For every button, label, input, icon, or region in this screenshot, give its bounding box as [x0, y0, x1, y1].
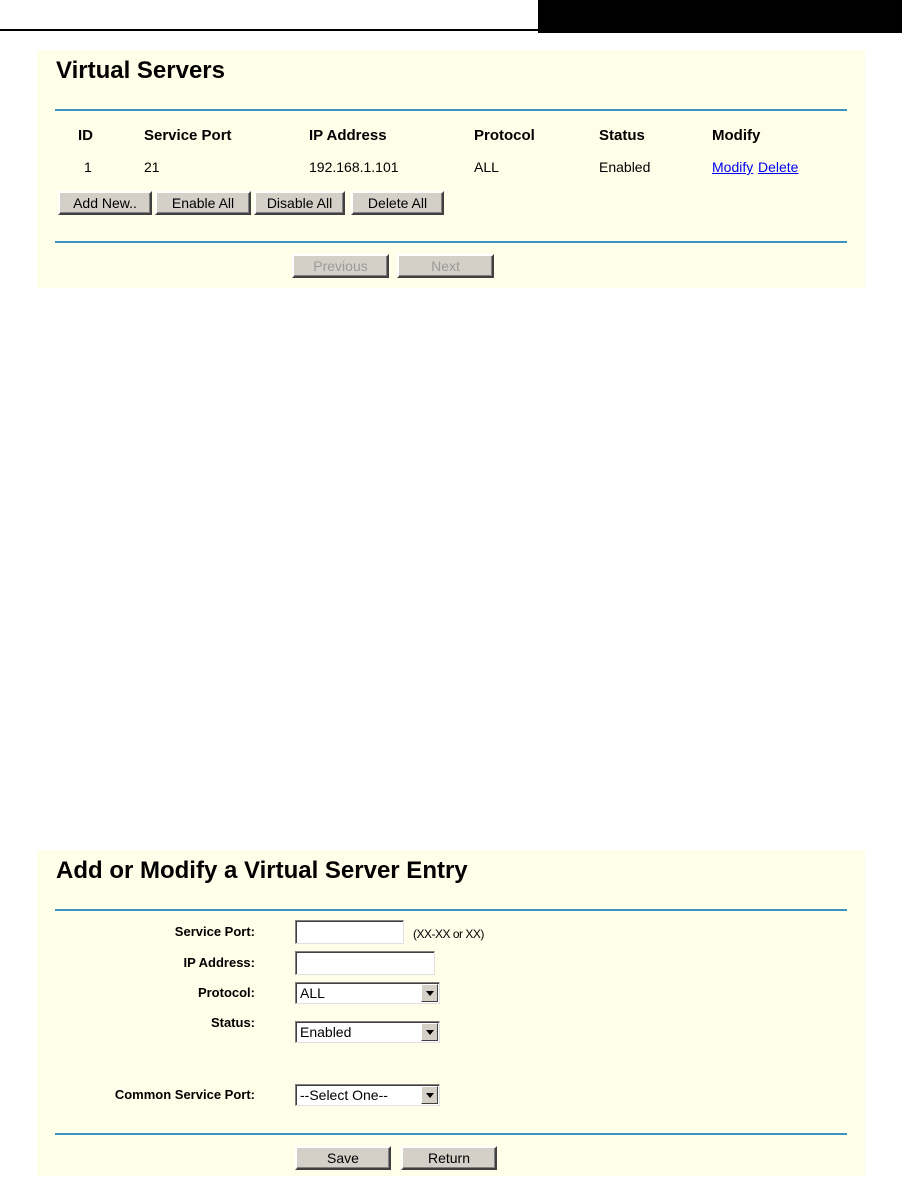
col-header-id: ID [78, 127, 93, 144]
delete-all-button[interactable]: Delete All [351, 191, 444, 215]
disable-all-button[interactable]: Disable All [254, 191, 345, 215]
cell-status: Enabled [599, 159, 651, 175]
status-label: Status: [210, 1015, 255, 1030]
service-port-label: Service Port: [174, 924, 255, 939]
top-divider [55, 109, 847, 111]
document-header-bar [0, 0, 904, 36]
col-header-protocol: Protocol [474, 127, 535, 144]
save-button[interactable]: Save [295, 1146, 391, 1170]
cell-ip-address: 192.168.1.101 [309, 159, 399, 175]
form-top-divider [55, 909, 847, 911]
protocol-label: Protocol: [197, 985, 255, 1000]
chevron-down-icon[interactable] [421, 1023, 438, 1041]
col-header-ip-address: IP Address [309, 127, 387, 144]
header-rule [0, 29, 538, 31]
header-edge [900, 0, 902, 33]
col-header-service-port: Service Port [144, 127, 232, 144]
status-select[interactable] [295, 1021, 440, 1043]
form-bottom-divider [55, 1133, 847, 1135]
modify-link[interactable]: Modify [712, 159, 754, 175]
entry-form-panel [37, 850, 865, 1176]
common-service-port-label: Common Service Port: [114, 1087, 255, 1102]
add-new-button[interactable]: Add New.. [58, 191, 152, 215]
page-title: Virtual Servers [56, 57, 225, 84]
common-service-port-select[interactable] [295, 1084, 440, 1106]
status-selected-value: Enabled [300, 1024, 352, 1040]
common-service-port-selected-value: --Select One-- [300, 1087, 388, 1103]
next-button[interactable]: Next [397, 254, 494, 278]
delete-link[interactable]: Delete [758, 159, 799, 175]
cell-id: 1 [84, 159, 92, 175]
cell-protocol: ALL [474, 159, 499, 175]
service-port-hint: (XX-XX or XX) [413, 927, 484, 941]
chevron-down-icon[interactable] [421, 1086, 438, 1104]
chevron-down-icon[interactable] [421, 984, 438, 1002]
previous-button[interactable]: Previous [292, 254, 389, 278]
service-port-input[interactable] [295, 920, 404, 944]
header-black-tab [538, 0, 900, 33]
ip-address-label: IP Address: [183, 955, 255, 970]
ip-address-input[interactable] [295, 951, 435, 975]
protocol-select[interactable] [295, 982, 440, 1004]
virtual-servers-panel [37, 50, 865, 288]
bottom-divider [55, 241, 847, 243]
col-header-status: Status [599, 127, 645, 144]
protocol-selected-value: ALL [300, 985, 325, 1001]
return-button[interactable]: Return [401, 1146, 497, 1170]
cell-service-port: 21 [144, 159, 160, 175]
form-title: Add or Modify a Virtual Server Entry [56, 857, 468, 884]
col-header-modify: Modify [712, 127, 761, 144]
enable-all-button[interactable]: Enable All [155, 191, 251, 215]
